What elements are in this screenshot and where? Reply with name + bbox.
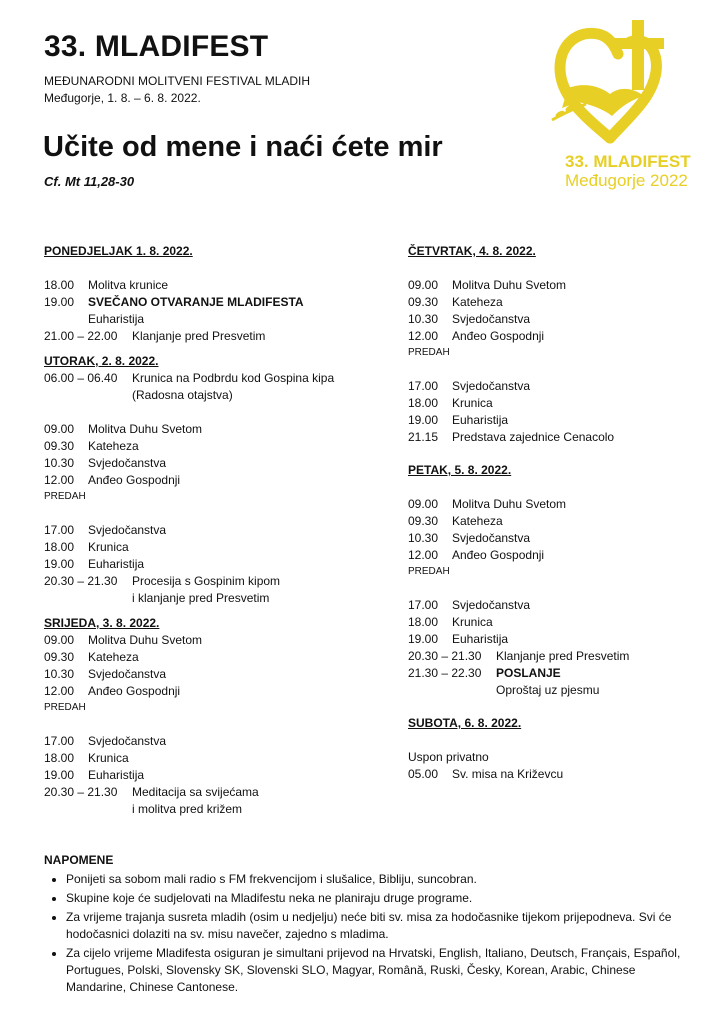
schedule-row: [44, 649, 374, 666]
schedule-row: [44, 750, 374, 767]
time: 20.30 – 21.30: [44, 574, 118, 588]
activity: Anđeo Gospodnji: [88, 473, 181, 487]
time: 05.00: [408, 767, 439, 781]
time: 19.00: [44, 295, 75, 309]
schedule-row: [408, 614, 708, 631]
schedule-row: [44, 801, 374, 818]
time: 18.00: [408, 396, 439, 410]
time: 21.30 – 22.30: [408, 666, 482, 680]
schedule-row: [44, 590, 374, 607]
schedule-row: [44, 733, 374, 750]
activity: Anđeo Gospodnji: [452, 329, 545, 343]
time: 19.00: [44, 768, 75, 782]
time: 19.00: [408, 632, 439, 646]
schedule-row: [408, 513, 708, 530]
schedule-row: [44, 632, 374, 649]
schedule-left-column: [44, 243, 374, 818]
time: [44, 311, 88, 328]
activity: Molitva Duhu Svetom: [88, 633, 203, 647]
time: 10.30: [44, 456, 75, 470]
time: 19.00: [44, 557, 75, 571]
activity: Euharistija: [88, 768, 145, 782]
schedule-row: [44, 556, 374, 573]
schedule-row: [408, 530, 708, 547]
activity: Meditacija sa svijećama: [132, 785, 259, 799]
activity: POSLANJE: [496, 666, 561, 680]
time: 21.15: [408, 430, 439, 444]
time: [44, 387, 132, 404]
schedule-row: [44, 472, 374, 489]
schedule-right-column: [408, 243, 708, 783]
note-item: • Skupine koje će sudjelovati na Mladifestu neka ne planiraju druge programe.: [66, 890, 684, 907]
activity: SVEČANO OTVARANJE MLADIFESTA: [88, 295, 304, 309]
schedule-row: [44, 294, 374, 311]
activity: Uspon privatno: [408, 750, 489, 764]
schedule-row: [44, 311, 374, 328]
schedule-row: [44, 387, 374, 404]
activity: Klanjanje pred Presvetim: [496, 649, 630, 663]
schedule-row: [408, 665, 708, 682]
time: 17.00: [408, 379, 439, 393]
pause-label: PREDAH: [44, 491, 86, 502]
schedule-row: [44, 438, 374, 455]
day-heading: PETAK, 5. 8. 2022.: [408, 463, 512, 477]
activity: Svjedočanstva: [88, 523, 167, 537]
schedule-row: [44, 573, 374, 590]
schedule-row: [408, 412, 708, 429]
activity: Krunica: [88, 540, 129, 554]
activity: Procesija s Gospinim kipom: [132, 574, 281, 588]
schedule-row: [408, 648, 708, 665]
pause-label: PREDAH: [44, 702, 86, 713]
schedule-row: [408, 429, 708, 446]
schedule-row: [44, 328, 374, 345]
time: 09.30: [408, 514, 439, 528]
schedule-row: [408, 749, 708, 766]
schedule-row: [44, 784, 374, 801]
time: 06.00 – 06.40: [44, 371, 118, 385]
schedule-row: [408, 631, 708, 648]
time: [408, 682, 496, 699]
schedule-row: [408, 766, 708, 783]
activity: i klanjanje pred Presvetim: [132, 591, 270, 605]
activity: Sv. misa na Križevcu: [452, 767, 564, 781]
day-heading: UTORAK, 2. 8. 2022.: [44, 354, 159, 368]
time: 09.00: [44, 633, 75, 647]
activity: Svjedočanstva: [452, 598, 531, 612]
time: 09.30: [44, 650, 75, 664]
activity: Euharistija: [88, 557, 145, 571]
schedule-row: [44, 767, 374, 784]
activity: Euharistija: [88, 312, 145, 326]
activity: Klanjanje pred Presvetim: [132, 329, 266, 343]
activity: (Radosna otajstva): [132, 388, 233, 402]
festival-title: 33. MLADIFEST: [44, 30, 269, 63]
activity: Kateheza: [452, 514, 503, 528]
time: 12.00: [408, 548, 439, 562]
time: 09.00: [408, 497, 439, 511]
activity: Krunica: [452, 396, 493, 410]
festival-motto: Učite od mene i naći ćete mir: [43, 131, 443, 163]
time: 10.30: [408, 312, 439, 326]
pause-label: PREDAH: [408, 566, 450, 577]
schedule-row: [408, 395, 708, 412]
schedule-row: [408, 277, 708, 294]
schedule-row: [44, 666, 374, 683]
activity: Oproštaj uz pjesmu: [496, 683, 600, 697]
time: 18.00: [44, 751, 75, 765]
time: 18.00: [44, 540, 75, 554]
activity: Predstava zajednice Cenacolo: [452, 430, 615, 444]
notes-title: NAPOMENE: [44, 853, 114, 867]
notes-section: [44, 852, 684, 998]
time: 12.00: [408, 329, 439, 343]
time: 18.00: [44, 278, 75, 292]
logo-title: 33. MLADIFEST: [565, 152, 691, 171]
schedule-row: [44, 522, 374, 539]
logo-subtitle: Međugorje 2022: [565, 171, 688, 190]
time: 18.00: [408, 615, 439, 629]
day-heading: PONEDJELJAK 1. 8. 2022.: [44, 244, 193, 258]
schedule-row: [44, 370, 374, 387]
activity: Molitva Duhu Svetom: [88, 422, 203, 436]
time: 10.30: [44, 667, 75, 681]
day-heading: SUBOTA, 6. 8. 2022.: [408, 716, 522, 730]
schedule-row: [44, 539, 374, 556]
schedule-row: [408, 311, 708, 328]
day-heading: ČETVRTAK, 4. 8. 2022.: [408, 244, 536, 258]
activity: Svjedočanstva: [88, 734, 167, 748]
time: 10.30: [408, 531, 439, 545]
schedule-row: [44, 683, 374, 700]
festival-place-dates: Međugorje, 1. 8. – 6. 8. 2022.: [44, 91, 201, 105]
schedule-row: [44, 277, 374, 294]
festival-subtitle: MEĐUNARODNI MOLITVENI FESTIVAL MLADIH: [44, 74, 311, 88]
time: 09.00: [408, 278, 439, 292]
time: 20.30 – 21.30: [408, 649, 482, 663]
activity: Euharistija: [452, 413, 509, 427]
activity: Svjedočanstva: [452, 531, 531, 545]
time: 17.00: [44, 523, 75, 537]
schedule-row: [408, 496, 708, 513]
time: [44, 590, 132, 607]
notes-list: [44, 871, 684, 996]
activity: Svjedočanstva: [88, 667, 167, 681]
activity: Euharistija: [452, 632, 509, 646]
time: 21.00 – 22.00: [44, 329, 118, 343]
note-item: • Ponijeti sa sobom mali radio s FM frekvencijom i slušalice, Bibliju, suncobran.: [66, 871, 684, 888]
activity: Krunica na Podbrdu kod Gospina kipa: [132, 371, 335, 385]
schedule-row: [408, 597, 708, 614]
note-item: • Za vrijeme trajanja susreta mladih (osim u nedjelju) neće biti sv. misa za hodočasnike tijekom prijepodneva. Svi će hodočasnici dolaziti na sv. misu navečer, zajedno s mladima.: [66, 909, 684, 943]
time: 09.30: [408, 295, 439, 309]
activity: Molitva krunice: [88, 278, 169, 292]
schedule-row: [408, 328, 708, 345]
activity: Kateheza: [452, 295, 503, 309]
activity: Svjedočanstva: [452, 379, 531, 393]
schedule-row: [408, 547, 708, 564]
activity: Molitva Duhu Svetom: [452, 497, 567, 511]
pause-label: PREDAH: [408, 347, 450, 358]
activity: Krunica: [88, 751, 129, 765]
note-item: • Za cijelo vrijeme Mladifesta osiguran je simultani prijevod na Hrvatski, English, Italiano, Deutsch, Français, Español, Portugues, Polski, Slovensky SK, Slovenski SLO, Magyar, Română, Ruski, Česky, Korean, Arabic, Chinese Mandarine, Chinese Cantonese.: [66, 945, 684, 996]
activity: i molitva pred križem: [132, 802, 243, 816]
time: 12.00: [44, 473, 75, 487]
time: 17.00: [44, 734, 75, 748]
activity: Kateheza: [88, 650, 139, 664]
schedule-row: [44, 455, 374, 472]
time: 09.30: [44, 439, 75, 453]
time: 12.00: [44, 684, 75, 698]
schedule-row: [408, 294, 708, 311]
activity: Anđeo Gospodnji: [452, 548, 545, 562]
schedule-row: [408, 378, 708, 395]
day-heading: SRIJEDA, 3. 8. 2022.: [44, 616, 160, 630]
activity: Svjedočanstva: [88, 456, 167, 470]
heart-dove-cross-icon: [548, 16, 698, 146]
time: 19.00: [408, 413, 439, 427]
time: [44, 801, 132, 818]
activity: Anđeo Gospodnji: [88, 684, 181, 698]
activity: Kateheza: [88, 439, 139, 453]
time: 09.00: [44, 422, 75, 436]
schedule-row: [408, 682, 708, 699]
schedule-row: [44, 421, 374, 438]
activity: Molitva Duhu Svetom: [452, 278, 567, 292]
activity: Krunica: [452, 615, 493, 629]
time: 17.00: [408, 598, 439, 612]
time: 20.30 – 21.30: [44, 785, 118, 799]
activity: Svjedočanstva: [452, 312, 531, 326]
bible-reference: Cf. Mt 11,28-30: [44, 174, 135, 189]
